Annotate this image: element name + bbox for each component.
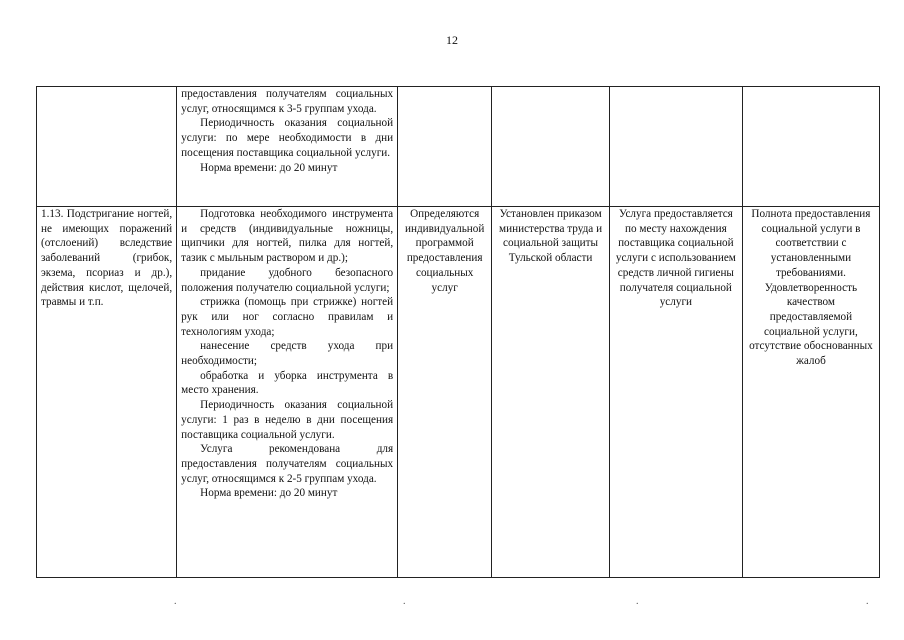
service-name-cell bbox=[37, 87, 177, 207]
service-content-cell bbox=[177, 207, 398, 578]
services-table bbox=[36, 86, 880, 578]
content-paragraph: предоставления получателям социальных услуг, относящимся к 3-5 группам ухода. bbox=[181, 88, 394, 115]
service-indicators-cell: Полнота предоставления социальной услуги в соответствии с установленными требованиями. Удовлетворенность качеством предоставляемой социальной услуги, отсутствие обоснованных жалоб bbox=[742, 207, 879, 578]
content-paragraph: Периодичность оказания социальной услуги: по мере необходимости в дни посещения поставщика социальной услуги. bbox=[181, 117, 394, 159]
service-conditions-cell: Услуга предоставляется по месту нахождения поставщика социальной услуги с использованием средств личной гигиены получателя социальной услуги bbox=[609, 207, 742, 578]
content-paragraph: Услуга рекомендована для предоставления получателям социальных услуг, относящимся к 2-5 группам ухода. bbox=[181, 443, 394, 485]
table-row bbox=[37, 87, 880, 207]
service-name-cell: 1.13. Подстригание ногтей, не имеющих поражений (отслоений) вследствие заболеваний (грибок, экзема, псориаз и др.), действия кислот, щелочей, травмы и т.п. bbox=[37, 207, 177, 578]
content-paragraph: обработка и уборка инструмента в место хранения. bbox=[181, 369, 394, 397]
scan-mark: . bbox=[403, 596, 406, 607]
service-terms-cell bbox=[492, 87, 610, 207]
scan-mark: . bbox=[866, 596, 869, 607]
content-paragraph: Норма времени: до 20 минут bbox=[200, 487, 338, 500]
content-paragraph: Периодичность оказания социальной услуги: 1 раз в неделю в дни посещения поставщика социальной услуги. bbox=[181, 399, 394, 441]
service-conditions-cell bbox=[609, 87, 742, 207]
content-paragraph: нанесение средств ухода при необходимости; bbox=[181, 340, 394, 368]
service-content-cell bbox=[177, 87, 398, 207]
service-terms-cell: Установлен приказом министерства труда и социальной защиты Тульской области bbox=[492, 207, 610, 578]
content-paragraph: придание удобного безопасного положения получателю социальной услуги; bbox=[181, 266, 394, 294]
service-volume-cell: Определяются индивидуальной программой предоставления социальных услуг bbox=[398, 207, 492, 578]
content-paragraph: стрижка (помощь при стрижке) ногтей рук или ног согласно правилам и технологиям ухода; bbox=[181, 296, 394, 338]
content-paragraph: Подготовка необходимого инструмента и средств (индивидуальные ножницы, щипчики для ногтей, пилка для ногтей, тазик с мыльным раствором и др.); bbox=[181, 208, 394, 265]
service-volume-cell bbox=[398, 87, 492, 207]
page-number: 12 bbox=[446, 33, 458, 47]
scan-mark: . bbox=[636, 596, 639, 607]
scan-mark: . bbox=[174, 596, 177, 607]
service-indicators-cell bbox=[742, 87, 879, 207]
table-row bbox=[37, 207, 880, 578]
content-paragraph: Норма времени: до 20 минут bbox=[200, 161, 338, 174]
